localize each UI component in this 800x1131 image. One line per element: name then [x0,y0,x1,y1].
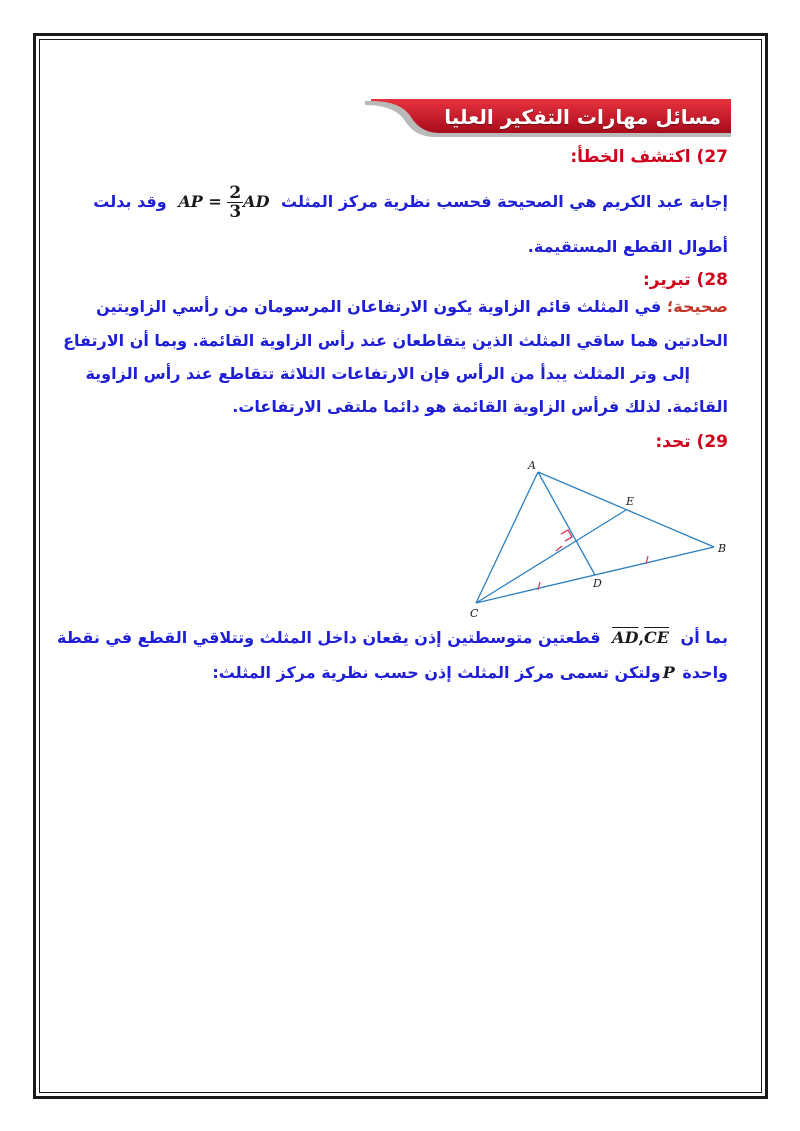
banner-title: مسائل مهارات التفكير العليا [444,105,721,129]
q28-heading: 28) تبرير: [642,270,728,290]
q29-line2-end: ولتكن تسمى مركز المثلث إذن حسب نظرية مركز المثلث: [212,663,661,682]
segment-separator: , [638,628,645,647]
point-p: P [662,663,675,682]
segment-ad: $\overline{AD}$ [612,628,639,647]
section-banner [365,99,731,139]
q27-line1-text: إجابة عبد الكريم هي الصحيحة فحسب نظرية مركز المثلث [281,192,728,211]
q28-line1 [96,290,728,323]
q29-line1-start: بما أن [680,628,728,647]
side-ab [538,472,714,547]
label-e: E [626,495,635,508]
q29-heading: 29) تحد: [655,432,728,452]
formula-eq: = [202,192,228,211]
formula-fraction [227,184,243,221]
q29-line2-start: واحدة [682,663,728,682]
q27-heading: 27) اكتشف الخطأ: [570,147,728,167]
q27-line2: أطوال القطع المستقيمة. [527,237,728,256]
q29-line2 [212,656,728,689]
label-d: D [593,577,602,590]
fraction-denominator: 3 [229,202,242,222]
label-b: B [718,542,727,555]
q28-line4: القائمة. لذلك فرأس الزاوية القائمة هو دائما ملتقى الارتفاعات. [232,397,728,416]
label-a: A [528,460,536,472]
q27-line1-end: وقد بدلت [93,192,167,211]
triangle-diagram [462,460,732,620]
formula-rhs: AD [243,192,270,211]
q28-line1-text: في المثلث قائم الزاوية يكون الارتفاعان المرسومان من رأسي الزاويتين [96,297,667,316]
q28-line3: إلى وتر المثلث يبدأ من الرأس فإن الارتفاعات الثلاثة تتقاطع عند رأس الزاوية [85,364,690,383]
q29-segments [612,620,669,656]
formula-lhs: AP [178,192,203,211]
q27-formula [178,182,269,222]
q27-line1 [93,182,728,226]
q28-line2: الحادتين هما ساقي المثلث الذين يتقاطعان عند رأس الزاوية القائمة. وبما أن الارتفاع [63,331,728,350]
q29-line1 [57,620,728,656]
label-c: C [470,607,479,620]
q29-line1-end: قطعتين متوسطتين إذن يقعان داخل المثلث وتتلاقي القطع في نقطة [57,628,601,647]
segment-ce: $\overline{CE}$ [644,628,669,647]
triangle-svg [462,460,732,620]
q28-answer-word: صحيحة؛ [666,297,728,316]
fraction-numerator: 2 [229,183,242,203]
